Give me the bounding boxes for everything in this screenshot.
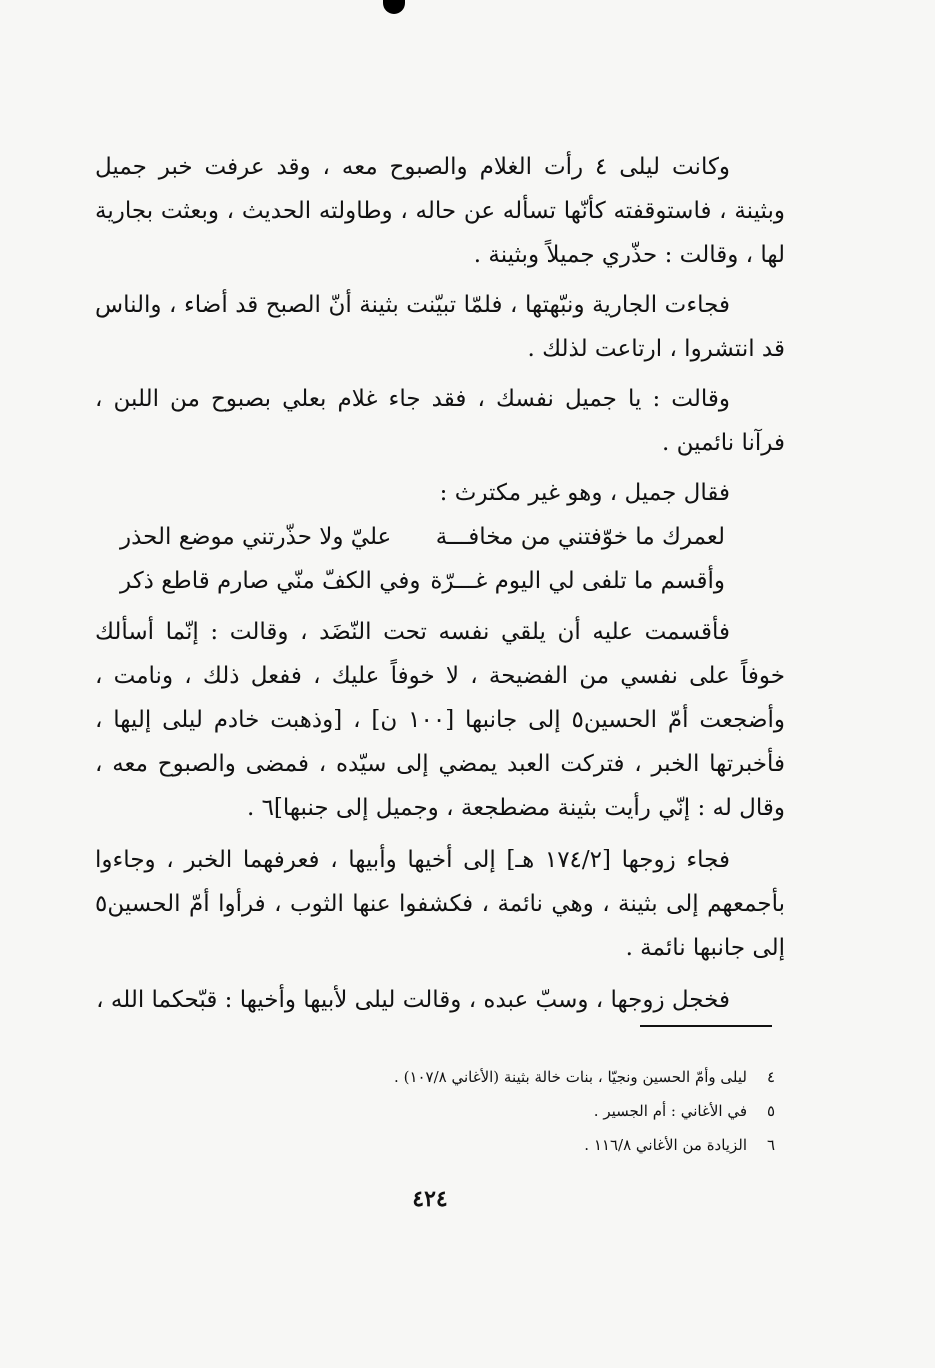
verse-line-1 xyxy=(120,515,725,559)
main-text-top xyxy=(95,145,785,515)
footnote-number: ٤ xyxy=(766,1068,775,1086)
paragraph-3: وقالت : يا جميل نفسك ، فقد جاء غلام بعلي بصبوح من اللبن ، فرآنا نائمين . xyxy=(95,386,785,456)
paragraph-2: فجاءت الجارية ونبّهتها ، فلمّا تبيّنت بثينة أنّ الصبح قد أضاء ، والناس قد انتشروا ، ارتاعت لذلك . xyxy=(95,292,785,362)
verse-1-first-hemistich: لعمرك ما خوّفتني من مخافـــة xyxy=(435,524,725,550)
page-number: ٤٢٤ xyxy=(412,1186,448,1212)
footnote-4 xyxy=(275,1060,775,1094)
footnote-separator xyxy=(640,1025,772,1027)
footnote-text: في الأغاني : أم الجسير . xyxy=(593,1102,747,1120)
verse-2-second-hemistich: وفي الكفّ منّي صارم قاطع ذكر xyxy=(120,568,421,594)
paragraph-1: وكانت ليلى ٤ رأت الغلام والصبوح معه ، وقد عرفت خبر جميل وبثينة ، فاستوقفته كأنّها تسأله عن حاله ، وطاولته الحديث ، وبعثت بجارية لها ، وقالت : حذّري جميلاً وبثينة . xyxy=(95,154,785,268)
footnote-number: ٦ xyxy=(766,1136,775,1154)
footnote-6 xyxy=(275,1128,775,1162)
footnotes xyxy=(275,1060,775,1162)
footnote-5 xyxy=(275,1094,775,1128)
verse-1-second-hemistich: عليّ ولا حذّرتني موضع الحذر xyxy=(120,524,392,550)
paragraph-6: فجاء زوجها [١٧٤/٢ هـ] إلى أخيها وأبيها ، فعرفهما الخبر ، وجاءوا بأجمعهم إلى بثينة ، وهي نائمة ، فكشفوا عنها الثوب ، فرأوا أمّ الحسين٥ إلى جانبها نائمة . xyxy=(95,847,785,961)
poem-verses xyxy=(120,515,725,605)
paragraph-7: فخجل زوجها ، وسبّ عبده ، وقالت ليلى لأبيها وأخيها : قبّحكما الله ، xyxy=(96,987,730,1013)
footnote-text: الزيادة من الأغاني ١١٦/٨ . xyxy=(584,1136,747,1154)
verse-line-2 xyxy=(120,559,725,603)
paragraph-4: فقال جميل ، وهو غير مكترث : xyxy=(439,480,730,506)
verse-2-first-hemistich: وأقسم ما تلفى لي اليوم غـــرّة xyxy=(430,568,725,594)
footnote-text: ليلى وأمّ الحسين ونجيّا ، بنات خالة بثينة (الأغاني ١٠٧/٨) . xyxy=(394,1068,747,1086)
paragraph-5: فأقسمت عليه أن يلقي نفسه تحت النّضَد ، وقالت : إنّما أسألك خوفاً على نفسي من الفضيحة ، لا خوفاً عليك ، ففعل ذلك ، ونامت ، وأضجعت أمّ الحسين٥ إلى جانبها [١٠٠ ن] ، [وذهبت خادم ليلى إليها ، فأخبرتها الخبر ، فتركت العبد يمضي إلى سيّده ، فمضى والصبوح معه ، وقال له : إنّي رأيت بثينة مضطجعة ، وجميل إلى جنبها]٦ . xyxy=(95,619,785,821)
footnote-number: ٥ xyxy=(766,1102,775,1120)
main-text-bottom xyxy=(95,610,785,1022)
binding-mark xyxy=(383,0,405,14)
